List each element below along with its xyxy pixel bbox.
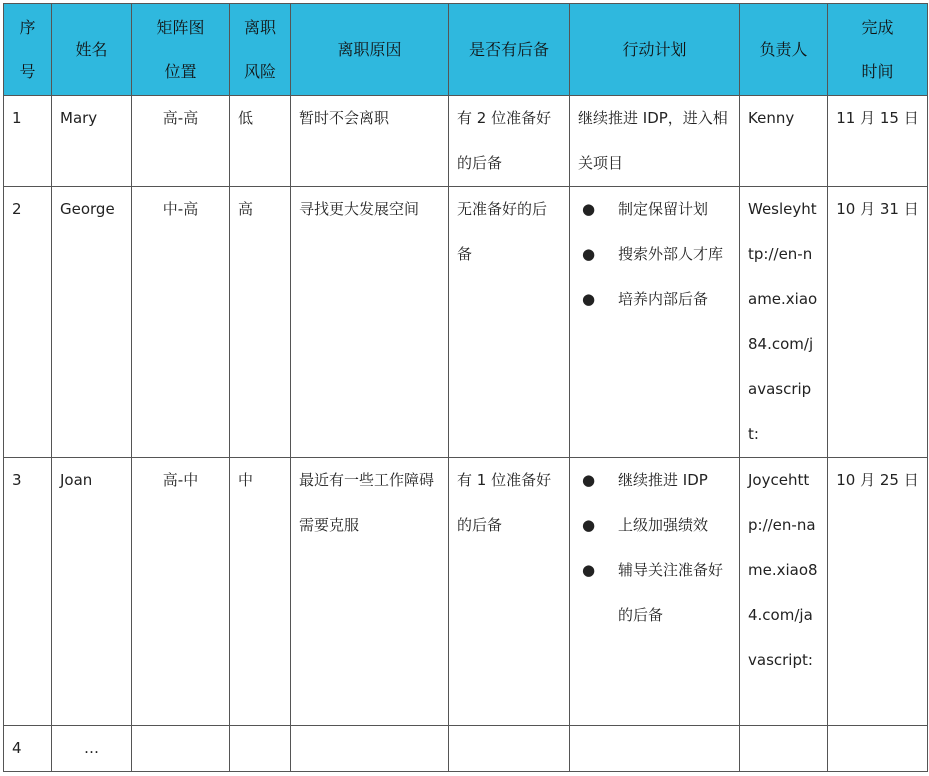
list-item bbox=[578, 458, 731, 503]
cell-risk: 中 bbox=[230, 458, 291, 726]
cell-no: 1 bbox=[4, 96, 52, 187]
cell-reason bbox=[291, 726, 449, 772]
header-no: 序 号 bbox=[4, 4, 52, 96]
list-item bbox=[578, 187, 731, 232]
succession-risk-table bbox=[3, 3, 928, 772]
cell-no: 2 bbox=[4, 187, 52, 458]
cell-action-plan bbox=[570, 726, 740, 772]
header-row bbox=[4, 4, 928, 96]
plan-item-text: 搜索外部人才库 bbox=[618, 245, 724, 263]
table-row bbox=[4, 726, 928, 772]
bullet-icon: ● bbox=[582, 245, 596, 263]
cell-risk bbox=[230, 726, 291, 772]
header-action-plan: 行动计划 bbox=[570, 4, 740, 96]
table-row bbox=[4, 458, 928, 726]
cell-due-date: 11 月 15 日 bbox=[828, 96, 928, 187]
cell-successor: 有 2 位准备好的后备 bbox=[449, 96, 570, 187]
list-item bbox=[578, 232, 731, 277]
list-item bbox=[578, 277, 731, 322]
list-item bbox=[578, 503, 731, 548]
plan-item-text: 制定保留计划 bbox=[618, 200, 709, 218]
cell-successor: 无准备好的后备 bbox=[449, 187, 570, 458]
cell-reason: 暂时不会离职 bbox=[291, 96, 449, 187]
header-matrix-position: 矩阵图 位置 bbox=[132, 4, 230, 96]
plan-item-text: 上级加强绩效 bbox=[618, 516, 709, 534]
cell-risk: 高 bbox=[230, 187, 291, 458]
cell-due-date bbox=[828, 726, 928, 772]
cell-successor bbox=[449, 726, 570, 772]
cell-matrix: 高-高 bbox=[132, 96, 230, 187]
cell-action-plan: 继续推进 IDP，进入相关项目 bbox=[570, 96, 740, 187]
plan-item-text: 辅导关注准备好的后备 bbox=[618, 561, 724, 624]
cell-no: 4 bbox=[4, 726, 52, 772]
plan-item-text: 继续推进 IDP bbox=[618, 471, 708, 489]
bullet-icon: ● bbox=[582, 471, 596, 489]
header-owner: 负责人 bbox=[740, 4, 828, 96]
header-due-date: 完成 时间 bbox=[828, 4, 928, 96]
header-name: 姓名 bbox=[52, 4, 132, 96]
action-plan-list bbox=[578, 187, 731, 322]
cell-reason: 寻找更大发展空间 bbox=[291, 187, 449, 458]
cell-name: … bbox=[52, 726, 132, 772]
cell-owner: Wesleyhttp://en-name.xiao84.com/javascript: bbox=[740, 187, 828, 458]
cell-name: George bbox=[52, 187, 132, 458]
bullet-icon: ● bbox=[582, 290, 596, 308]
table-row bbox=[4, 96, 928, 187]
action-plan-list bbox=[578, 458, 731, 638]
cell-owner bbox=[740, 726, 828, 772]
cell-due-date: 10 月 25 日 bbox=[828, 458, 928, 726]
plan-item-text: 培养内部后备 bbox=[618, 290, 709, 308]
header-attrition-risk: 离职 风险 bbox=[230, 4, 291, 96]
cell-matrix: 中-高 bbox=[132, 187, 230, 458]
header-reason: 离职原因 bbox=[291, 4, 449, 96]
cell-successor: 有 1 位准备好的后备 bbox=[449, 458, 570, 726]
cell-action-plan bbox=[570, 458, 740, 726]
cell-action-plan bbox=[570, 187, 740, 458]
header-successor: 是否有后备 bbox=[449, 4, 570, 96]
cell-due-date: 10 月 31 日 bbox=[828, 187, 928, 458]
table-row bbox=[4, 187, 928, 458]
cell-owner: Joycehttp://en-name.xiao84.com/javascript: bbox=[740, 458, 828, 726]
bullet-icon: ● bbox=[582, 561, 596, 579]
bullet-icon: ● bbox=[582, 516, 596, 534]
cell-owner: Kenny bbox=[740, 96, 828, 187]
cell-name: Mary bbox=[52, 96, 132, 187]
list-item bbox=[578, 548, 731, 638]
cell-reason: 最近有一些工作障碍需要克服 bbox=[291, 458, 449, 726]
cell-matrix: 高-中 bbox=[132, 458, 230, 726]
cell-risk: 低 bbox=[230, 96, 291, 187]
cell-no: 3 bbox=[4, 458, 52, 726]
cell-matrix bbox=[132, 726, 230, 772]
bullet-icon: ● bbox=[582, 200, 596, 218]
cell-name: Joan bbox=[52, 458, 132, 726]
